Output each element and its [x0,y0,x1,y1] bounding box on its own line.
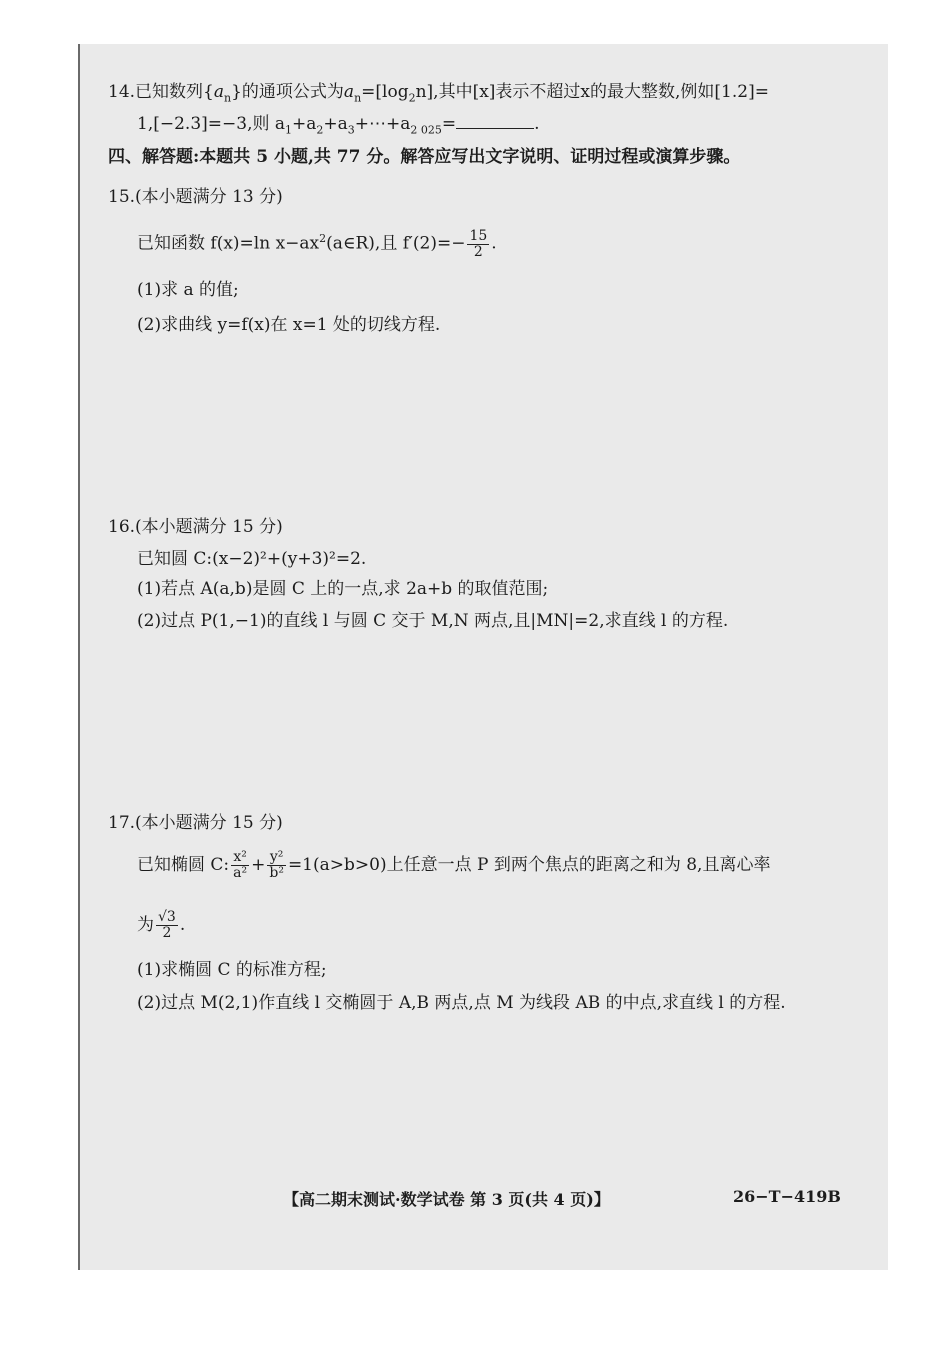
q17-text: =1(a>b>0)上任意一点 P 到两个焦点的距离之和为 8,且离心率 [287,855,771,875]
fraction-denominator: 2 [473,243,483,260]
fraction [156,910,178,941]
q14-text: +⋯+a [354,114,411,134]
q15-part-1: (1)求 a 的值; [137,280,239,300]
fraction [267,850,286,881]
seq-subscript: n [224,91,232,105]
q17-text: . [179,915,186,935]
q17-stem-line-1 [137,850,770,881]
fraction-denominator: 2 [162,925,172,941]
q14-line-2 [137,112,540,142]
q16-header: 16.(本小题满分 15 分) [108,517,283,537]
q17-text: 为 [137,915,154,935]
footer-code: 26−T−419B [733,1187,841,1206]
q14-text: = [441,114,457,134]
q15-text: . [491,233,497,254]
q14-text: 14.已知数列{ [108,82,214,102]
q16-part-1: (1)若点 A(a,b)是圆 C 上的一点,求 2a+b 的取值范围; [137,579,549,599]
fraction-numerator: y² [267,850,286,866]
q17-part-1: (1)求椭圆 C 的标准方程; [137,960,327,980]
q14-line-1 [108,80,769,110]
seq-symbol: a [343,82,355,102]
q17-part-2: (2)过点 M(2,1)作直线 l 交椭圆于 A,B 两点,点 M 为线段 AB 的中点,求直线 l 的方程. [137,993,786,1013]
fraction [467,229,489,260]
subscript: 1 [285,123,293,137]
section-heading: 四、解答题:本题共 5 小题,共 77 分。解答应写出文字说明、证明过程或演算步骤。 [108,147,741,167]
q17-header: 17.(本小题满分 15 分) [108,813,283,833]
q14-text: +a [292,114,317,134]
fraction-numerator: x² [231,850,249,866]
log-base: 2 [408,91,416,105]
q14-text: +a [323,114,348,134]
subscript: 2 025 [410,123,442,137]
seq-symbol: a [213,82,224,102]
answer-blank [456,112,534,129]
q16-stem: 已知圆 C:(x−2)²+(y+3)²=2. [137,549,367,569]
fraction-denominator: b² [269,865,284,881]
q15-stem [137,227,497,260]
q14-text: }的通项公式为 [231,82,344,102]
q14-text: . [534,114,540,134]
q14-text: 1,[−2.3]=−3,则 a [137,114,286,134]
q15-text: 已知函数 f(x)=ln x−ax [137,233,320,254]
fraction-numerator: √3 [158,909,176,925]
q17-stem-line-2 [137,910,185,941]
q17-text: + [251,855,266,875]
q17-text: 已知椭圆 C: [137,855,230,875]
subscript: 2 [316,123,324,137]
fraction-numerator: 15 [469,227,488,244]
q14-text: =[log [361,82,409,102]
fraction-denominator: a² [233,865,248,881]
q15-text: (a∈R),且 f′(2)=− [326,233,466,254]
superscript: 2 [319,232,327,245]
footer-title: 【高二期末测试·数学试卷 第 3 页(共 4 页)】 [283,1190,610,1209]
fraction [231,850,249,881]
q15-part-2: (2)求曲线 y=f(x)在 x=1 处的切线方程. [137,315,441,335]
seq-subscript: n [354,91,362,105]
subscript: 3 [347,123,355,137]
q16-part-2: (2)过点 P(1,−1)的直线 l 与圆 C 交于 M,N 两点,且|MN|=2,求直线 l 的方程. [137,611,729,631]
q15-header: 15.(本小题满分 13 分) [108,187,283,207]
q14-text: n],其中[x]表示不超过x的最大整数,例如[1.2]= [415,82,769,102]
